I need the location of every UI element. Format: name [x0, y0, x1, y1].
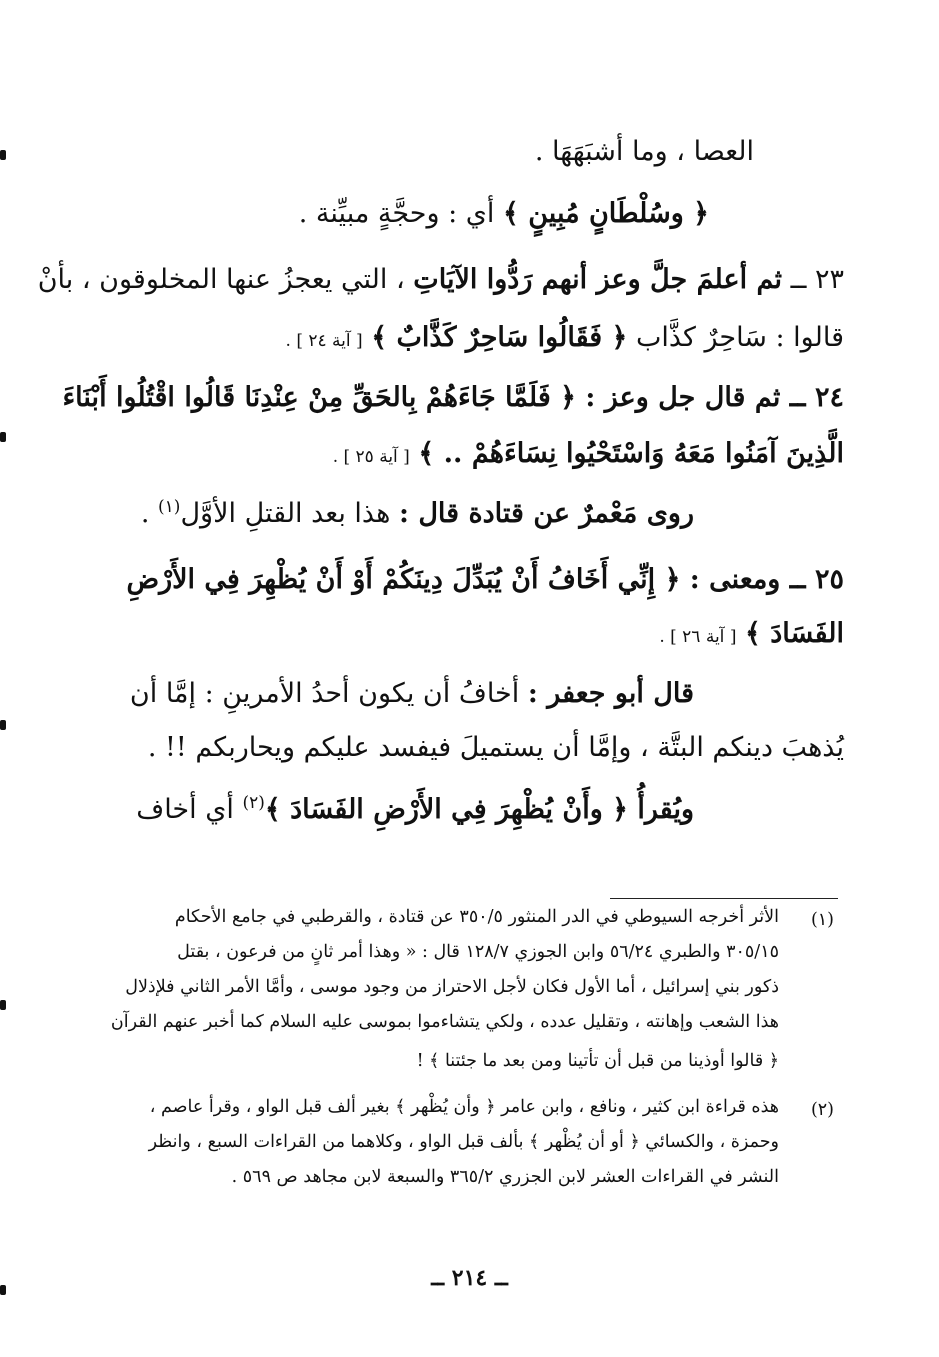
- body-line-6: [333, 436, 844, 471]
- body-line-5: ٢٤ ــ ثم قال جل وعز : ﴿ فَلَمَّا جَاءَهُمْ بِالحَقِّ مِنْ عِنْدِنَا قَالُوا اقْتُلُوا أَبْنَاءَ: [62, 382, 844, 413]
- footnote-separator: [610, 898, 838, 899]
- body-line-11: يُذهبَ دينكم البتَّة ، وإمَّا أن يستميلَ فيفسد عليكم ويحاربكم !! .: [147, 732, 844, 763]
- footnote-number: (١): [810, 910, 834, 930]
- body-line-1: العصا ، وما أشبَهَهَا .: [534, 136, 754, 167]
- footnote-line: هذه قراءة ابن كثير ، ونافع ، وابن عامر ﴿ وأن يُظْهر ﴾ بغير ألف قبل الواو ، وقرأ عاصم ،: [149, 1097, 779, 1117]
- margin-mark: [0, 432, 6, 442]
- body-line-12: ويُقرأُ ﴿ وأَنْ يُظْهِرَ فِي الأَرْضِ الفَسَادَ ﴾$^{(٢)}$ أي أخاف: [136, 793, 694, 825]
- body-line-2: ﴿ وسُلْطَانٍ مُبِينٍ ﴾ أي : وحجَّةٍ مبيِّنة .: [298, 198, 709, 229]
- paragraph-number: ٢٥ ــ: [789, 564, 844, 595]
- footnote-line: هذا الشعب وإهانته ، وتقليل عدده ، ولكي يتشاءموا بموسى عليه السلام كما أخبر عنهم القرآن: [110, 1012, 779, 1032]
- footnote-line: ذكور بني إسرائيل ، أما الأول فكان لأجل الاحتراز من وجود موسى ، وأمَّا الأمر الثاني فلإذلال: [125, 977, 779, 997]
- footnote-number: (٢): [810, 1100, 834, 1120]
- footnote-marker: (٢): [242, 793, 265, 813]
- footnote-line: ﴿ قالوا أوذينا من قبل أن تأتينا ومن بعد ما جئتنا ﴾ !: [416, 1051, 779, 1071]
- footnote-line: الأثر أخرجه السيوطي في الدر المنثور ٣٥٠/٥ عن قتادة ، والقرطبي في جامع الأحكام: [174, 907, 779, 927]
- quran-quote: الَّذِينَ آمَنُوا مَعَهُ وَاسْتَحْيُوا نِسَاءَهُمْ .. ﴾: [418, 438, 844, 469]
- body-line-8: ٢٥ ــ ومعنى : ﴿ إِنِّي أَخَافُ أَنْ يُبَدِّلَ دِينَكُمْ أَوْ أَنْ يُظْهِرَ فِي الأَرْضِ: [126, 564, 844, 595]
- verse-reference: [ آية ٢٦ ] .: [659, 627, 737, 647]
- verse-reference: [ آية ٢٤ ] .: [285, 331, 363, 351]
- margin-mark: [0, 150, 6, 160]
- footnote-line: النشر في القراءات العشر لابن الجزري ٣٦٥/٢ والسبعة لابن مجاهد ص ٥٦٩ .: [231, 1167, 779, 1187]
- body-line-7: روى مَعْمرٌ عن قتادة قال : هذا بعد القتلِ الأوَّل$^{(١)}$ .: [140, 497, 694, 529]
- body-line-9: [659, 616, 844, 651]
- margin-mark: [0, 720, 6, 730]
- quran-quote: ﴿ وسُلْطَانٍ مُبِينٍ ﴾: [503, 198, 709, 229]
- verse-reference: [ آية ٢٥ ] .: [332, 447, 410, 467]
- paragraph-number: ٢٤ ــ: [789, 382, 844, 413]
- body-line-3: ٢٣ ــ ثم أعلمَ جلَّ وعز أنهم رَدُّوا الآيَاتِ ، التي يعجزُ عنها المخلوقون ، بأنْ: [37, 264, 844, 295]
- footnote-marker: (١): [158, 497, 181, 517]
- paragraph-number: ٢٣ ــ: [790, 264, 844, 295]
- footnote-line: وحمزة ، والكسائي ﴿ أو أن يُظْهر ﴾ بألف قبل الواو ، وكلاهما من القراءات السبع ، وانظر: [148, 1132, 779, 1152]
- body-line-10: قال أبو جعفر : أخافُ أن يكون أحدُ الأمرينِ : إمَّا أن: [129, 678, 694, 709]
- quran-quote: ﴿ فَقَالُوا سَاحِرٌ كَذَّابٌ ﴾: [371, 322, 628, 353]
- page-number: ــ ٢١٤ ــ: [431, 1265, 508, 1291]
- body-line-4: قالوا : سَاحِرٌ كذَّاب ﴿ فَقَالُوا سَاحِرٌ كَذَّابٌ ﴾ [ آية ٢٤ ] .: [285, 322, 844, 353]
- quran-quote: الفَسَادَ ﴾: [745, 618, 844, 649]
- margin-mark: [0, 1000, 6, 1010]
- footnote-line: ٣٠٥/١٥ والطبري ٥٦/٢٤ وابن الجوزي ١٢٨/٧ قال : « وهذا أمر ثانٍ من فرعون ، بقتل: [177, 942, 779, 962]
